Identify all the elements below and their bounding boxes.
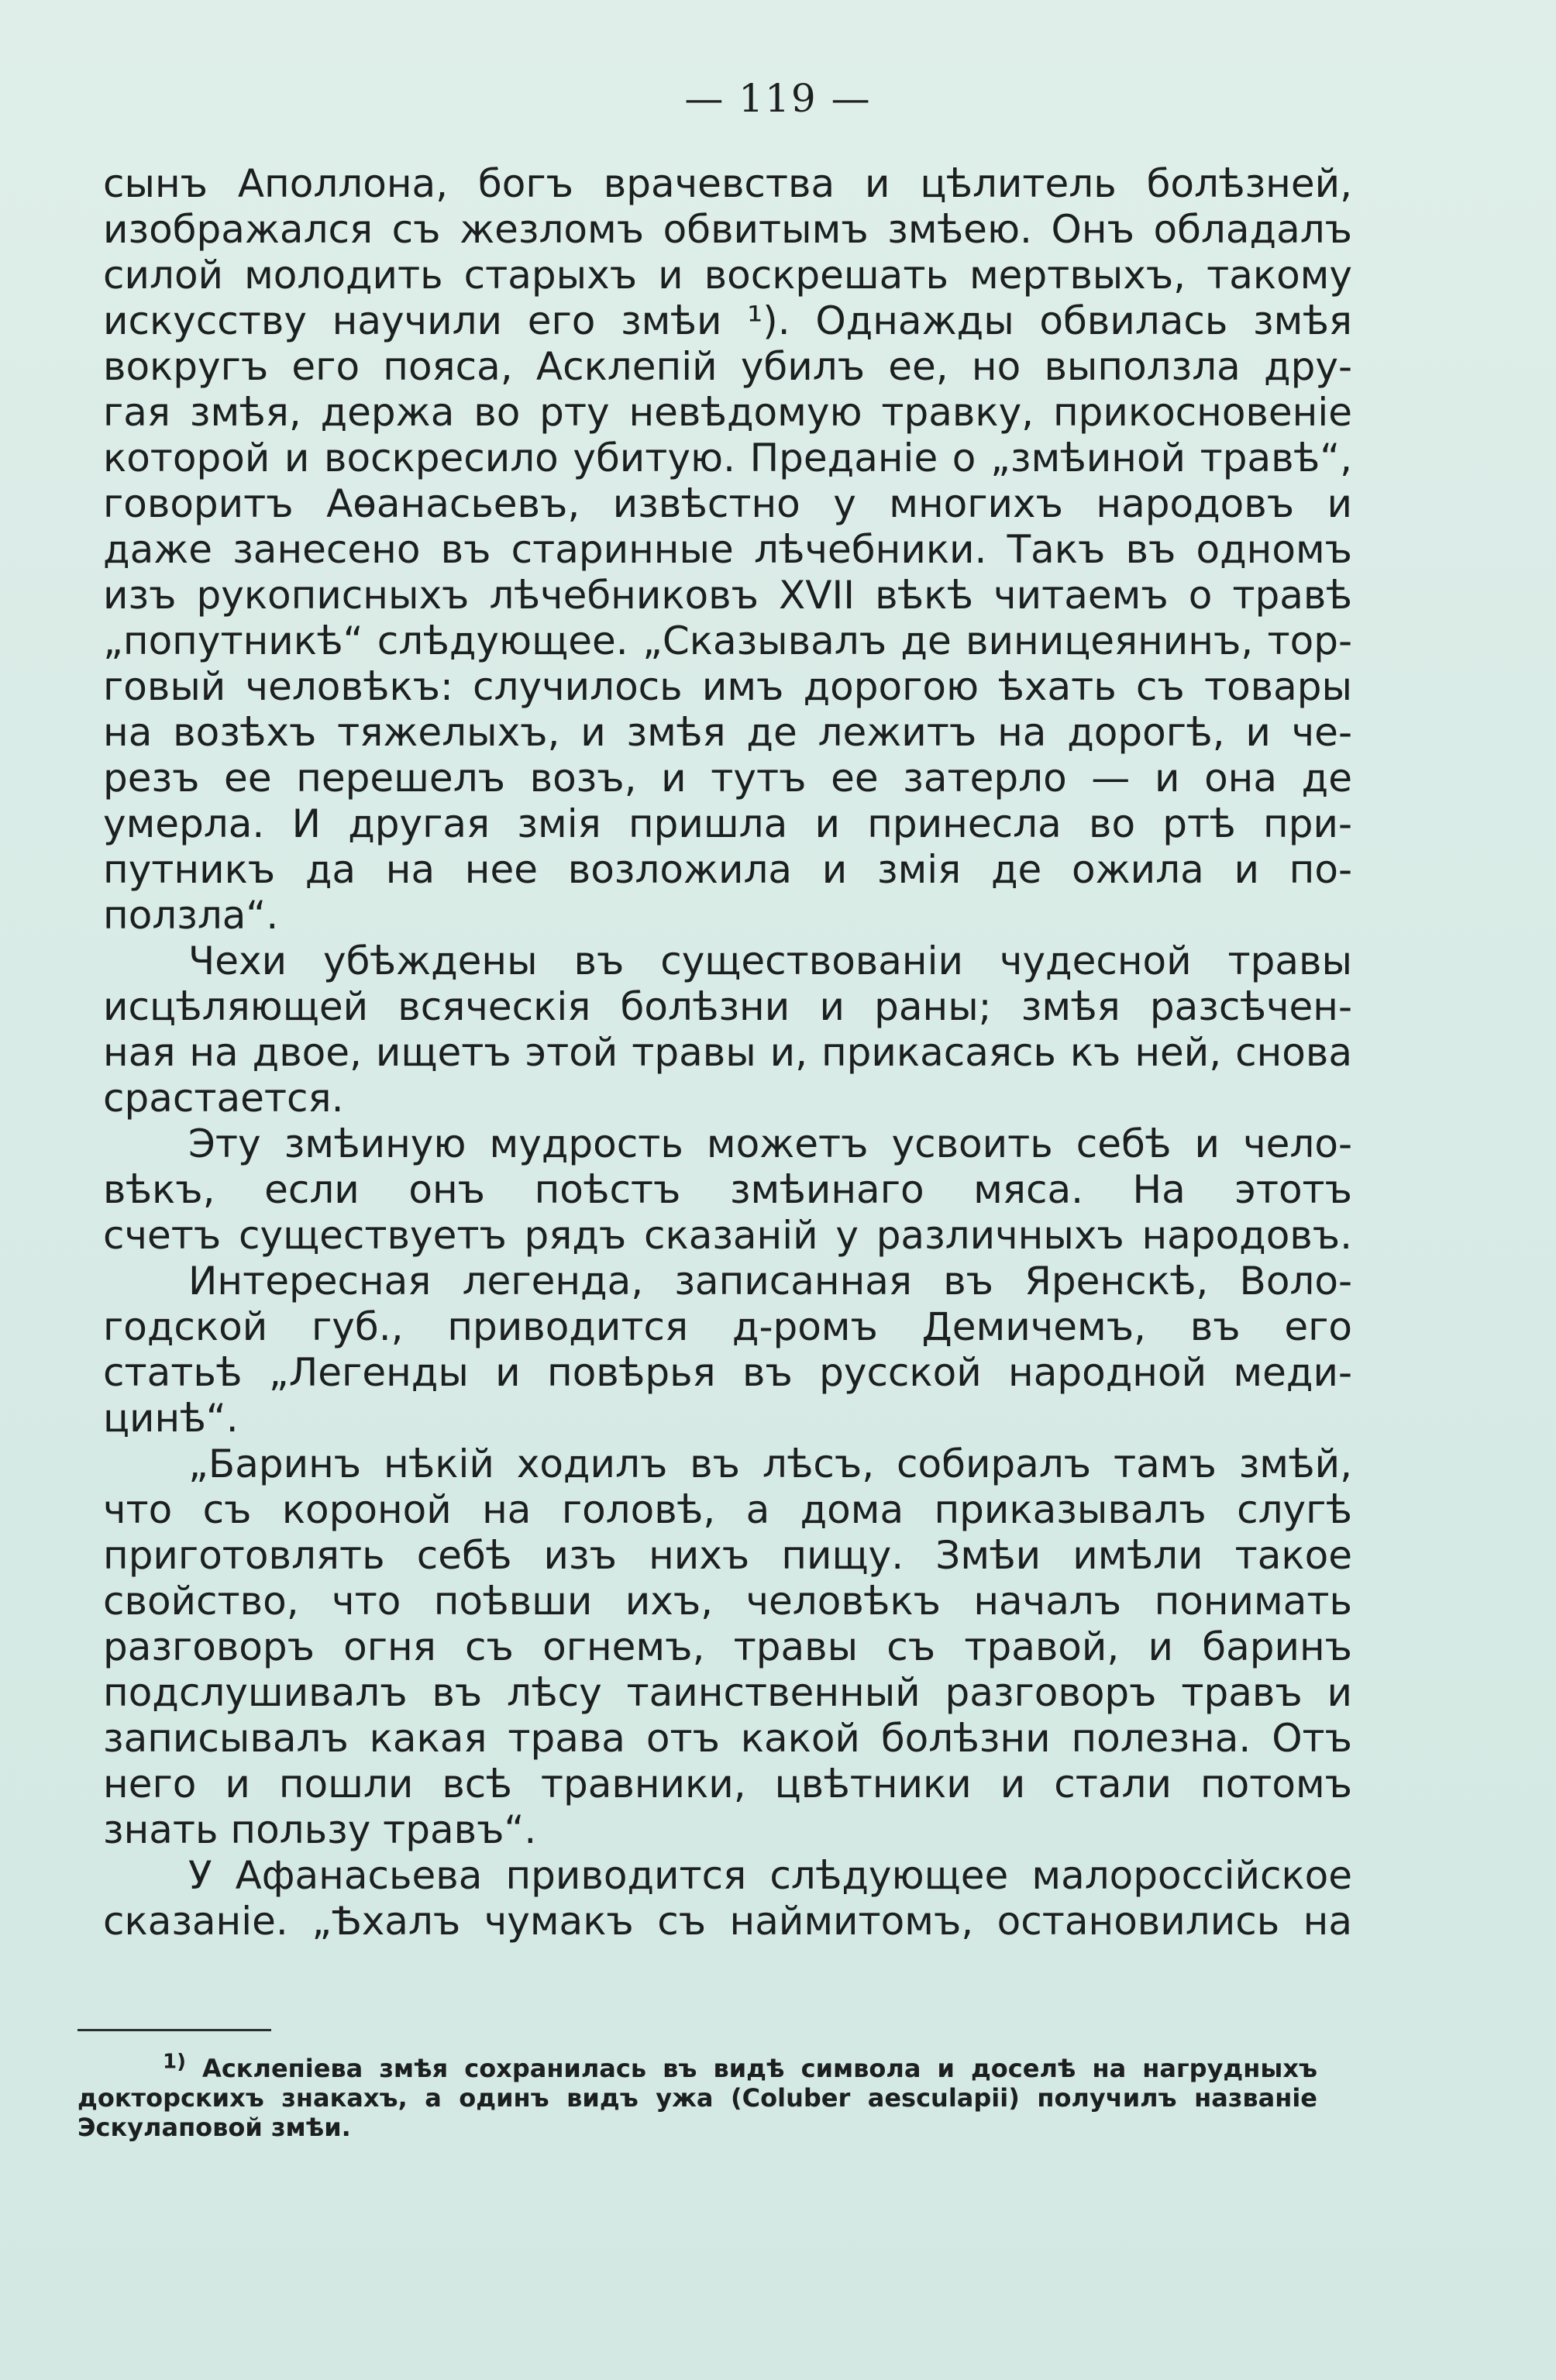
page-number: — 119 —	[684, 76, 872, 121]
paragraph-first-line: Интересная легенда, записанная въ Яренскѣ, Воло-	[188, 1259, 1352, 1304]
text-line: которой и воскресило убитую. Преданіе о „змѣиной травѣ“,	[103, 436, 1352, 480]
text-line: исцѣляющей всяческія болѣзни и раны; змѣя разсѣчен-	[103, 984, 1352, 1029]
footnote-line	[77, 2050, 1318, 2083]
text-line: ная на двое, ищетъ этой травы и, прикасаясь къ ней, снова	[103, 1030, 1352, 1075]
text-line: даже занесено въ старинные лѣчебники. Такъ въ одномъ	[103, 527, 1352, 572]
text-line: умерла. И другая змія пришла и принесла во ртѣ при-	[103, 801, 1352, 846]
paragraph-first-line: У Афанасьева приводится слѣдующее малороссійское	[188, 1853, 1352, 1898]
text-line: него и пошли всѣ травники, цвѣтники и стали потомъ	[103, 1762, 1352, 1807]
text-line: изъ рукописныхъ лѣчебниковъ XVII вѣкѣ читаемъ о травѣ	[103, 573, 1352, 618]
footnote-divider	[77, 2029, 271, 2031]
text-line: подслушивалъ въ лѣсу таинственный разговоръ травъ и	[103, 1670, 1352, 1715]
text-line: годской губ., приводится д-ромъ Демичемъ, въ его	[103, 1304, 1352, 1349]
footnote-line: докторскихъ знакахъ, а одинъ видъ ужа (Coluber aesculapii) получилъ названіе	[77, 2083, 1317, 2113]
text-line: счетъ существуетъ рядъ сказаній у различныхъ народовъ.	[103, 1213, 1352, 1258]
text-line: знать пользу травъ“.	[103, 1807, 537, 1852]
footnote	[77, 2050, 1318, 2142]
paragraph-first-line: Эту змѣиную мудрость можетъ усвоить себѣ и чело-	[188, 1121, 1352, 1166]
text-line: вокругъ его пояса, Асклепій убилъ ее, но выползла дру-	[103, 344, 1352, 389]
text-line: путникъ да на нее возложила и змія де ожила и по-	[103, 847, 1352, 892]
text-line: приготовлять себѣ изъ нихъ пищу. Змѣи имѣли такое	[103, 1533, 1352, 1578]
text-line: гая змѣя, держа во рту невѣдомую травку, прикосновеніе	[103, 390, 1352, 435]
text-line: сказаніе. „Ѣхалъ чумакъ съ наймитомъ, остановились на	[103, 1899, 1352, 1944]
paragraph-first-line: „Баринъ нѣкій ходилъ въ лѣсъ, собиралъ тамъ змѣй,	[188, 1441, 1352, 1486]
text-line: цинѣ“.	[103, 1396, 239, 1441]
text-line: резъ ее перешелъ возъ, и тутъ ее затерло — и она де	[103, 756, 1352, 801]
paragraph-first-line: Чехи убѣждены въ существованіи чудесной травы	[188, 939, 1352, 983]
text-line: вѣкъ, если онъ поѣстъ змѣинаго мяса. На этотъ	[103, 1167, 1352, 1212]
text-line: что съ короной на головѣ, а дома приказывалъ слугѣ	[103, 1487, 1352, 1532]
text-line: ползла“.	[103, 893, 279, 938]
main-text	[103, 161, 1352, 1944]
text-line: силой молодить старыхъ и воскрешать мертвыхъ, такому	[103, 253, 1352, 298]
text-line: „попутникѣ“ слѣдующее. „Сказывалъ де виницеянинъ, тор-	[103, 618, 1352, 663]
text-line: искусству научили его змѣи ¹). Однажды обвилась змѣя	[103, 298, 1352, 343]
text-line: свойство, что поѣвши ихъ, человѣкъ началъ понимать	[103, 1579, 1352, 1624]
text-line: сынъ Аполлона, богъ врачевства и цѣлитель болѣзней,	[103, 161, 1352, 206]
text-line: на возѣхъ тяжелыхъ, и змѣя де лежитъ на дорогѣ, и че-	[103, 710, 1352, 755]
footnote-line: Эскулаповой змѣи.	[77, 2113, 351, 2142]
text-line: записывалъ какая трава отъ какой болѣзни полезна. Отъ	[103, 1716, 1352, 1761]
text-line: говоритъ Аѳанасьевъ, извѣстно у многихъ народовъ и	[103, 481, 1352, 526]
text-line: говый человѣкъ: случилось имъ дорогою ѣхать съ товары	[103, 664, 1352, 709]
text-line: статьѣ „Легенды и повѣрья въ русской народной меди-	[103, 1350, 1352, 1395]
footnote-marker: 1)	[163, 2050, 186, 2074]
text-line: срастается.	[103, 1076, 344, 1121]
text-line: изображался съ жезломъ обвитымъ змѣею. Онъ обладалъ	[103, 207, 1352, 252]
footnote-text: Асклепіева змѣя сохранилась въ видѣ символа и доселѣ на нагрудныхъ	[202, 2054, 1318, 2083]
text-line: разговоръ огня съ огнемъ, травы съ травой, и баринъ	[103, 1624, 1352, 1669]
